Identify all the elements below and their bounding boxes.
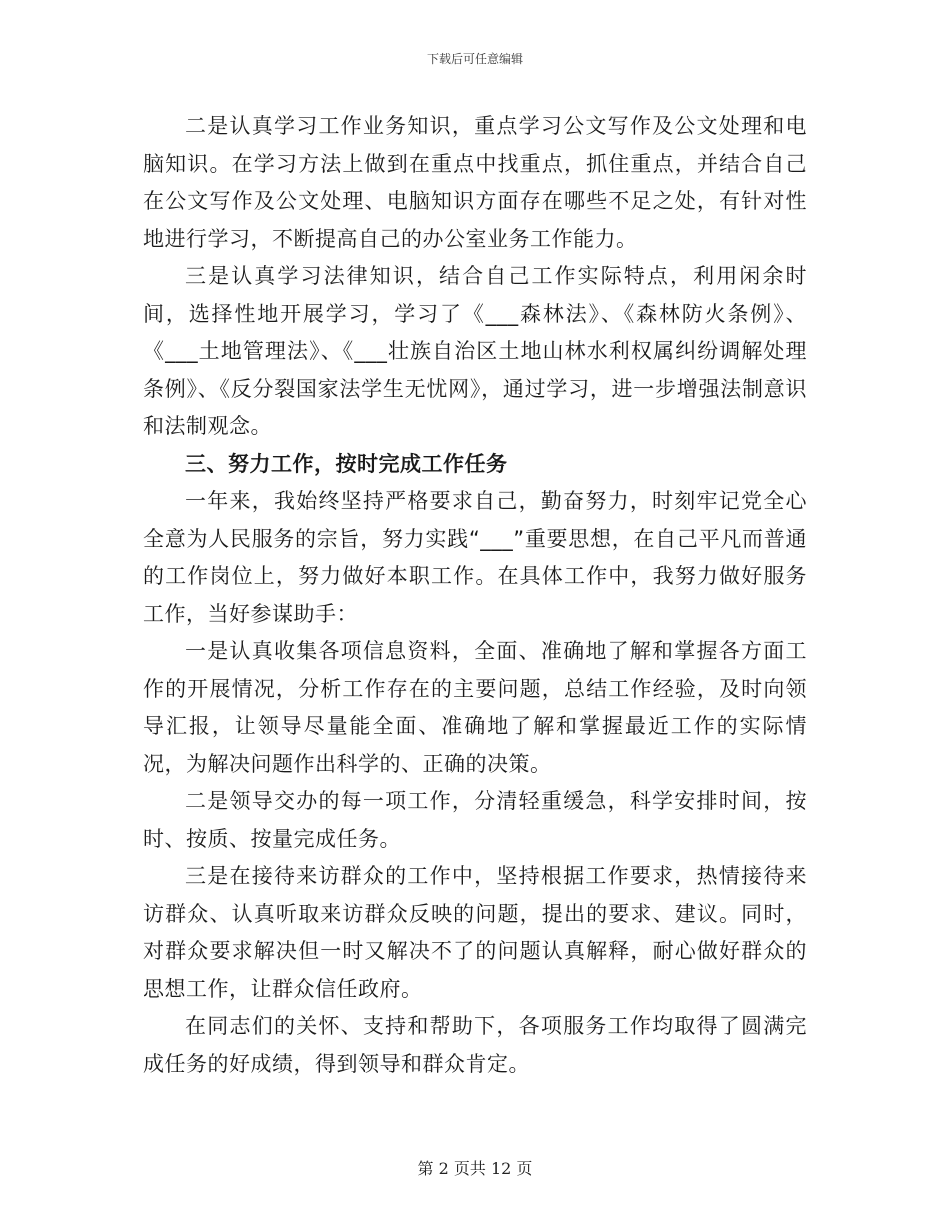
section-heading: 三、努力工作，按时完成工作任务 xyxy=(185,451,508,476)
paragraph-reception: 三是在接待来访群众的工作中，坚持根据工作要求，热情接待来访群众、认真听取来访群众反映的问题，提出的要求、建议。同时，对群众要求解决但一时又解决不了的问题认真解释，耐心做好群众的思想工作，让群众信任政府。 xyxy=(143,864,807,1001)
page-footer: 第 2 页共 12 页 xyxy=(417,1159,533,1178)
document-body xyxy=(143,108,807,1083)
paragraph-collect-info: 一是认真收集各项信息资料，全面、准确地了解和掌握各方面工作的开展情况，分析工作存在的主要问题，总结工作经验，及时向领导汇报，让领导尽量能全面、准确地了解和掌握最近工作的实际情况，为解决问题作出科学的、正确的决策。 xyxy=(143,639,807,776)
paragraph-work-intro: 一年来，我始终坚持严格要求自己，勤奋努力，时刻牢记党全心全意为人民服务的宗旨，努力实践“___”重要思想，在自己平凡而普通的工作岗位上，努力做好本职工作。在具体工作中，我努力做好服务工作，当好参谋助手： xyxy=(143,489,807,626)
paragraph-study-law: 三是认真学习法律知识，结合自己工作实际特点，利用闲余时间，选择性地开展学习，学习了《___森林法》、《森林防火条例》、《___土地管理法》、《___壮族自治区土地山林水利权属纠纷调解处理条例》、《反分裂国家法学生无忧网》，通过学习，进一步增强法制意识和法制观念。 xyxy=(143,264,807,438)
paragraph-conclusion: 在同志们的关怀、支持和帮助下，各项服务工作均取得了圆满完成任务的好成绩，得到领导和群众肯定。 xyxy=(143,1014,807,1076)
page-header: 下载后可任意编辑 xyxy=(426,52,523,66)
paragraph-assigned-tasks: 二是领导交办的每一项工作，分清轻重缓急，科学安排时间，按时、按质、按量完成任务。 xyxy=(143,789,807,851)
paragraph-study-business: 二是认真学习工作业务知识，重点学习公文写作及公文处理和电脑知识。在学习方法上做到在重点中找重点，抓住重点，并结合自己在公文写作及公文处理、电脑知识方面存在哪些不足之处，有针对性地进行学习，不断提高自己的办公室业务工作能力。 xyxy=(143,114,807,251)
